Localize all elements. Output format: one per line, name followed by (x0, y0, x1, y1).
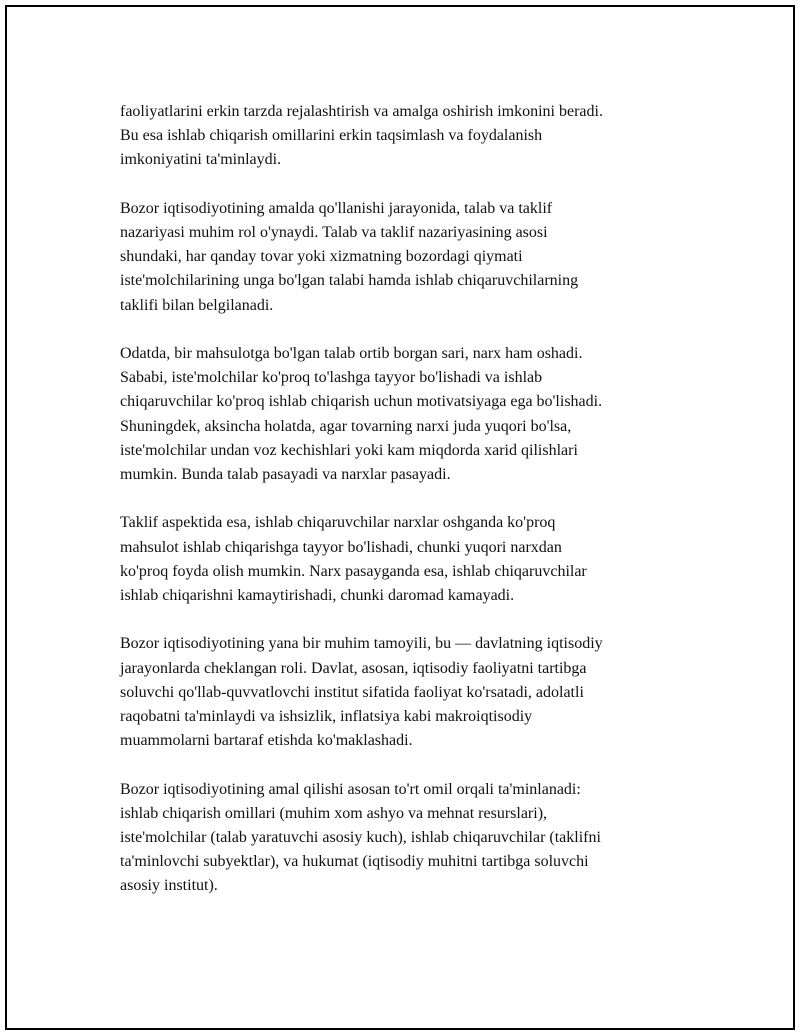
document-body (120, 100, 700, 923)
paragraph-5: Bozor iqtisodiyotining yana bir muhim tamoyili, bu — davlatning iqtisodiy jarayonlarda cheklangan roli. Davlat, asosan, iqtisodiy faoliyatni tartibga soluvchi qo'llab-quvvatlovchi institut sifatida faoliyat ko'rsatadi, adolatli raqobatni ta'minlaydi va ishsizlik, inflatsiya kabi makroiqtisodiy muammolarni bartaraf etishda ko'maklashadi. (120, 635, 603, 750)
paragraph-2: Bozor iqtisodiyotining amalda qo'llanishi jarayonida, talab va taklif nazariyasi muhim rol o'ynaydi. Talab va taklif nazariyasining asosi shundaki, har qanday tovar yoki xizmatning bozordagi qiymati iste'molchilarining unga bo'lgan talabi hamda ishlab chiqaruvchilarning taklifi bilan belgilanadi. (120, 199, 579, 314)
paragraph-3: Odatda, bir mahsulotga bo'lgan talab ortib borgan sari, narx ham oshadi. Sababi, iste'molchilar ko'proq to'lashga tayyor bo'lishadi va ishlab chiqaruvchilar ko'proq ishlab chiqarish uchun motivatsiyaga ega bo'lishadi. Shuningdek, aksincha holatda, agar tovarning narxi juda yuqori bo'lsa, iste'molchilar undan voz kechishlari yoki kam miqdorda xarid qilishlari mumkin. Bunda talab pasayadi va narxlar pasayadi. (120, 345, 603, 484)
paragraph-6: Bozor iqtisodiyotining amal qilishi asosan to'rt omil orqali ta'minlanadi: ishlab chiqarish omillari (muhim xom ashyo va mehnat resurslari), iste'molchilar (talab yaratuvchi asosiy kuch), ishlab chiqaruvchilar (taklifni ta'minlovchi subyektlar), va hukumat (iqtisodiy muhitni tartibga soluvchi asosiy institut). (120, 780, 601, 895)
paragraph-4: Taklif aspektida esa, ishlab chiqaruvchilar narxlar oshganda ko'proq mahsulot ishlab chiqarishga tayyor bo'lishadi, chunki yuqori narxdan ko'proq foyda olish mumkin. Narx pasayganda esa, ishlab chiqaruvchilar ishlab chiqarishni kamaytirishadi, chunki daromad kamayadi. (120, 514, 587, 605)
page-frame (5, 5, 795, 1030)
paragraph-1: faoliyatlarini erkin tarzda rejalashtirish va amalga oshirish imkonini beradi. Bu esa ishlab chiqarish omillarini erkin taqsimlash va foydalanish imkoniyatini ta'minlaydi. (120, 103, 603, 169)
